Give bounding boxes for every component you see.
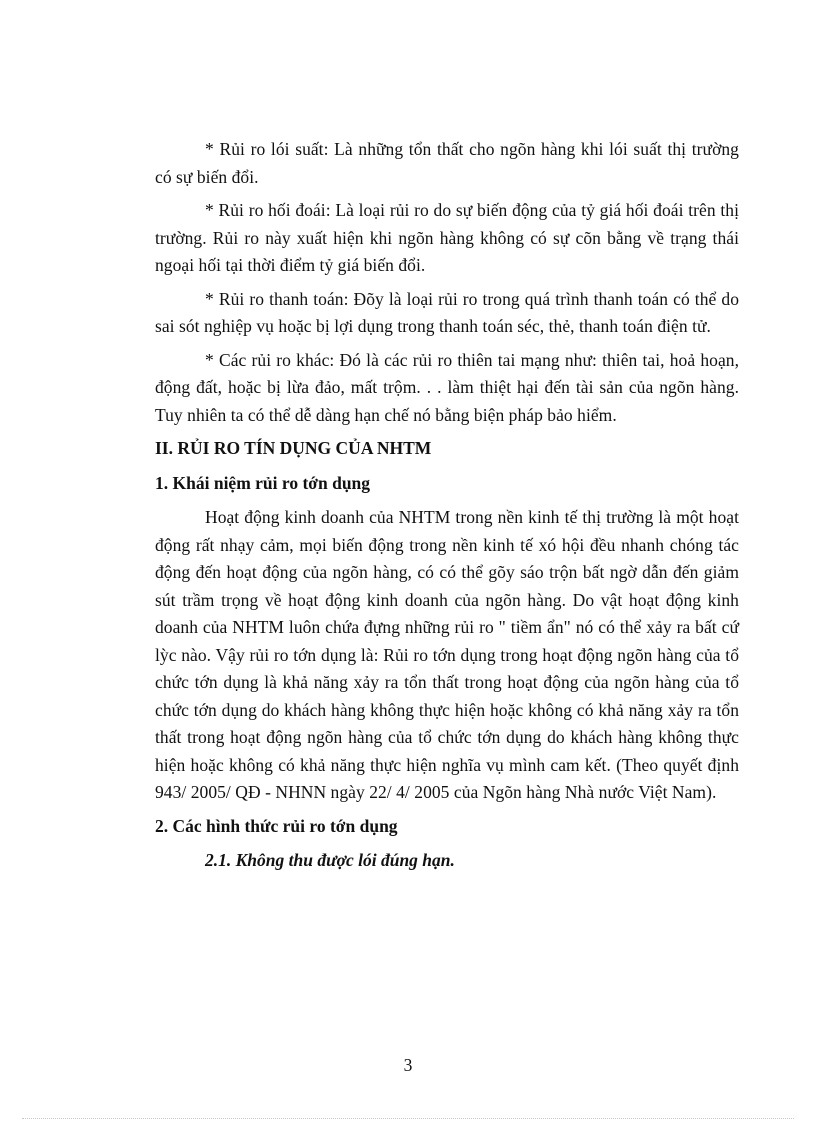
subsection-heading-2-1: 2.1. Không thu được lói đúng hạn. [205, 850, 455, 870]
subsection-heading-1: 1. Khái niệm rủi ro tớn dụng [155, 472, 371, 493]
paragraph-credit-risk-definition: Hoạt động kinh doanh của NHTM trong nền kinh tế thị trường là một hoạt động rất nhạy cảm, mọi biến động trong nền kinh tế xó hội đều nhanh chóng tác động đến hoạt động của ngõn hàng, có có thể gõy sáo trộn bất ngờ dẫn đến giảm sút trầm trọng về hoạt động kinh doanh của ngõn hàng. Do vật hoạt động kinh doanh của NHTM luôn chứa đựng những rủi ro " tiềm ẩn" nó có thể xảy ra bất cứ lỳc nào. Vậy rủi ro tớn dụng là: Rủi ro tớn dụng trong hoạt động ngõn hàng của tổ chức tớn dụng là khả năng xảy ra tổn thất trong hoạt động của ngõn hàng của tổ chức tớn dụng do khách hàng không thực hiện hoặc không có khả năng xảy ra tổn thất trong hoạt động ngõn hàng của tổ chức tớn dụng do khách hàng không thực hiện hoặc không có khả năng thực hiện nghĩa vụ mình cam kết. (Theo quyết định 943/ 2005/ QĐ - NHNN ngày 22/ 4/ 2005 của Ngõn hàng Nhà nước Việt Nam). [155, 507, 739, 802]
section-heading: II. RỦI RO TÍN DỤNG CỦA NHTM [155, 438, 432, 458]
paragraph-other-risks: * Các rủi ro khác: Đó là các rủi ro thiên tai mạng như: thiên tai, hoả hoạn, động đất, hoặc bị lừa đảo, mất trộm. . . làm thiệt hại đến tài sản của ngõn hàng. Tuy nhiên ta có thể dễ dàng hạn chế nó bằng biện pháp bảo hiểm. [155, 349, 739, 425]
paragraph-interest-rate-risk: * Rủi ro lói suất: Là những tổn thất cho ngõn hàng khi lói suất thị trường có sự biến đổi. [155, 139, 739, 187]
page-content [155, 136, 739, 875]
paragraph-payment-risk: * Rủi ro thanh toán: Đõy là loại rủi ro trong quá trình thanh toán có thể do sai sót nghiệp vụ hoặc bị lợi dụng trong thanh toán séc, thẻ, thanh toán điện tử. [155, 288, 739, 336]
subsection-heading-2: 2. Các hình thức rủi ro tớn dụng [155, 815, 398, 836]
page-bottom-divider [22, 1118, 794, 1119]
paragraph-exchange-rate-risk: * Rủi ro hối đoái: Là loại rủi ro do sự biến động của tỷ giá hối đoái trên thị trường. Rủi ro này xuất hiện khi ngõn hàng không có sự cõn bằng về trạng thái ngoại hối tại thời điểm tỷ giá biến đổi. [155, 200, 739, 275]
page-number: 3 [403, 1055, 413, 1075]
